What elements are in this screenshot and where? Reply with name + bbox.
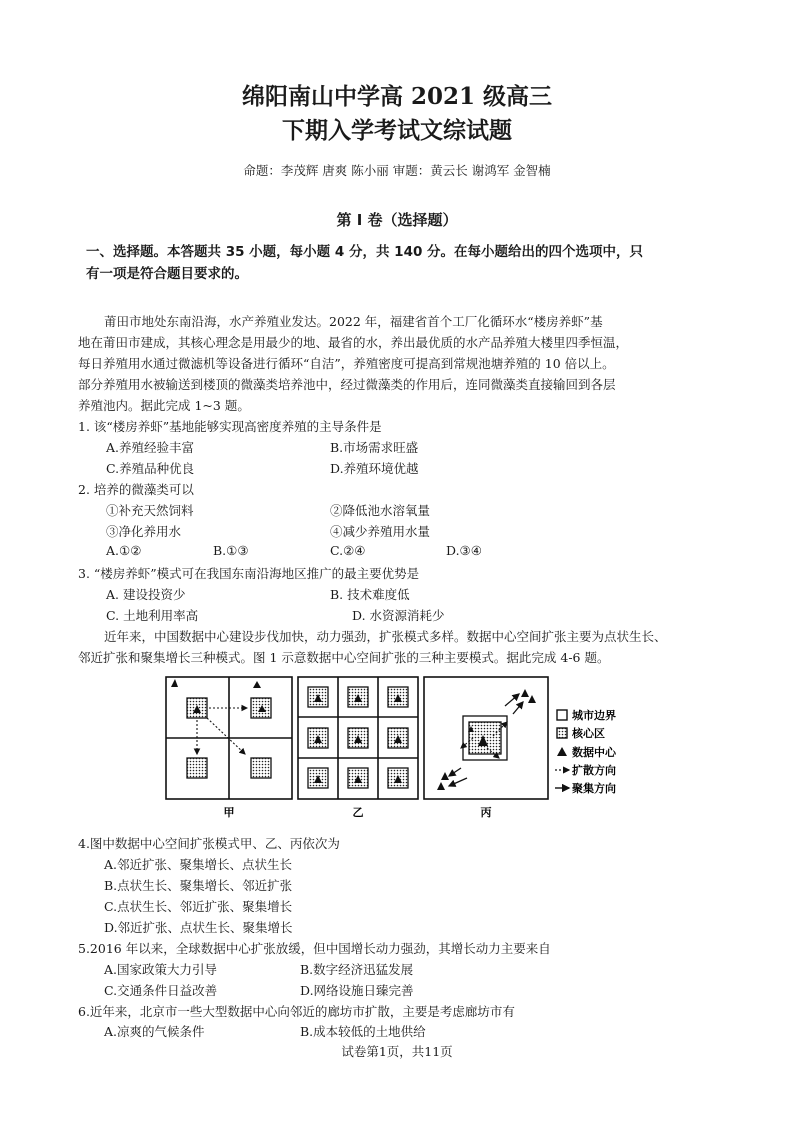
diffusion-arrow	[207, 718, 245, 754]
figure-1-diagram	[165, 676, 645, 824]
core-area	[251, 758, 271, 778]
panel-bing	[424, 677, 548, 799]
panel-label-jia: 甲	[223, 806, 235, 819]
q4-option-a: A.邻近扩张、聚集增长、点状生长	[104, 857, 293, 872]
q4-option-c: C.点状生长、邻近扩张、聚集增长	[104, 899, 293, 914]
q3-option-c: C. 土地利用率高	[106, 608, 199, 623]
q1-option-b: B.市场需求旺盛	[330, 440, 419, 455]
agglomeration-arrow	[513, 702, 523, 714]
agglomeration-arrow	[449, 768, 461, 776]
legend-diffusion: 扩散方向	[572, 764, 616, 777]
q2-statement-4: ④减少养殖用水量	[330, 524, 431, 539]
legend-data-center: 数据中心	[572, 746, 616, 759]
legend	[555, 708, 617, 795]
passage1-line: 地在莆田市建成，其核心理念是用最少的地、最省的水，养出最优质的水产品养殖大楼里四季恒温，	[78, 335, 629, 350]
q2-statement-1: ①补充天然饲料	[106, 503, 194, 518]
q4-option-d: D.邻近扩张、点状生长、聚集增长	[104, 920, 293, 935]
data-center-triangle	[437, 782, 445, 790]
q3-option-b: B. 技术难度低	[330, 587, 410, 602]
question-1-stem: 1. 该“楼房养虾”基地能够实现高密度养殖的主导条件是	[78, 419, 382, 434]
question-3-stem: 3. “楼房养虾”模式可在我国东南沿海地区推广的最主要优势是	[78, 566, 420, 581]
instruction-line-2: 有一项是符合题目要求的。	[86, 266, 248, 282]
page-footer: 试卷第1页，共11页	[341, 1044, 453, 1059]
core-area	[469, 722, 501, 754]
question-6-stem: 6.近年来，北京市一些大型数据中心向邻近的廊坊市扩散，主要是考虑廊坊市有	[78, 1004, 515, 1019]
passage1-line: 部分养殖用水被输送到楼顶的微藻类培养池中，经过微藻类的作用后，连同微藻类直接输回到各层	[78, 377, 616, 392]
q2-option-a: A.①②	[106, 543, 142, 558]
page-subtitle: 下期入学考试文综试题	[282, 117, 512, 144]
passage1-line: 莆田市地处东南沿海，水产养殖业发达。2022 年，福建省首个工厂化循环水“楼房养虾”基	[104, 314, 603, 329]
question-2-stem: 2. 培养的微藻类可以	[78, 482, 194, 497]
panel-jia	[166, 677, 292, 799]
page-title: 绵阳南山中学高 2021 级高三	[241, 83, 553, 110]
q2-option-d: D.③④	[446, 543, 482, 558]
legend-core-area-swatch	[557, 728, 567, 738]
panel-label-bing: 丙	[480, 806, 492, 819]
data-center-triangle	[441, 772, 449, 780]
agglomeration-arrow	[505, 694, 519, 706]
instruction-line-1: 一、选择题。本答题共 35 小题，每小题 4 分，共 140 分。在每小题给出的四个选项中，只	[86, 244, 644, 260]
q3-option-d: D. 水资源消耗少	[352, 608, 445, 623]
core-area	[187, 758, 207, 778]
core-area	[187, 698, 207, 718]
authors-line: 命题：李茂辉 唐爽 陈小丽 审题：黄云长 谢鸿军 金智楠	[243, 163, 551, 178]
data-center-triangle	[528, 695, 536, 703]
legend-city-boundary-swatch	[557, 710, 567, 720]
passage1-line: 每日养殖用水通过微滤机等设备进行循环“自洁”，养殖密度可提高到常规池塘养殖的 10 倍以上。	[78, 356, 615, 371]
q1-option-c: C.养殖品种优良	[106, 461, 195, 476]
legend-core-area: 核心区	[572, 727, 605, 740]
q4-option-b: B.点状生长、聚集增长、邻近扩张	[104, 878, 293, 893]
q6-option-b: B.成本较低的土地供给	[300, 1024, 426, 1039]
q1-option-d: D.养殖环境优越	[330, 461, 419, 476]
legend-city-boundary: 城市边界	[572, 709, 616, 722]
q5-option-d: D.网络设施日臻完善	[300, 983, 414, 998]
q1-option-a: A.养殖经验丰富	[106, 440, 195, 455]
q2-option-c: C.②④	[330, 543, 366, 558]
data-center-triangle	[171, 679, 178, 687]
data-center-triangle	[253, 681, 261, 688]
passage2-line: 邻近扩张和聚集增长三种模式。图 1 示意数据中心空间扩张的三种主要模式。据此完成 4-6 题。	[78, 650, 610, 665]
passage2-line: 近年来，中国数据中心建设步伐加快，动力强劲，扩张模式多样。数据中心空间扩张主要为点状生长、	[104, 629, 667, 644]
data-center-triangle	[521, 689, 529, 697]
question-4-stem: 4.图中数据中心空间扩张模式甲、乙、丙依次为	[78, 836, 340, 851]
q2-statement-2: ②降低池水溶氧量	[330, 503, 431, 518]
q5-option-c: C.交通条件日益改善	[104, 983, 218, 998]
legend-agglomeration: 聚集方向	[572, 782, 616, 795]
q2-option-b: B.①③	[213, 543, 249, 558]
q5-option-b: B.数字经济迅猛发展	[300, 962, 414, 977]
panel-label-yi: 乙	[352, 806, 364, 819]
passage1-line: 养殖池内。据此完成 1~3 题。	[78, 398, 250, 413]
q6-option-a: A.凉爽的气候条件	[104, 1024, 205, 1039]
agglomeration-arrow	[449, 778, 467, 786]
q3-option-a: A. 建设投资少	[106, 587, 186, 602]
legend-data-center-swatch	[557, 747, 567, 756]
panel-yi	[298, 677, 418, 799]
q5-option-a: A.国家政策大力引导	[104, 962, 218, 977]
q2-statement-3: ③净化养用水	[106, 524, 182, 539]
section-title: 第 Ⅰ 卷（选择题）	[336, 211, 458, 229]
question-5-stem: 5.2016 年以来，全球数据中心扩张放缓，但中国增长动力强劲，其增长动力主要来自	[78, 941, 551, 956]
